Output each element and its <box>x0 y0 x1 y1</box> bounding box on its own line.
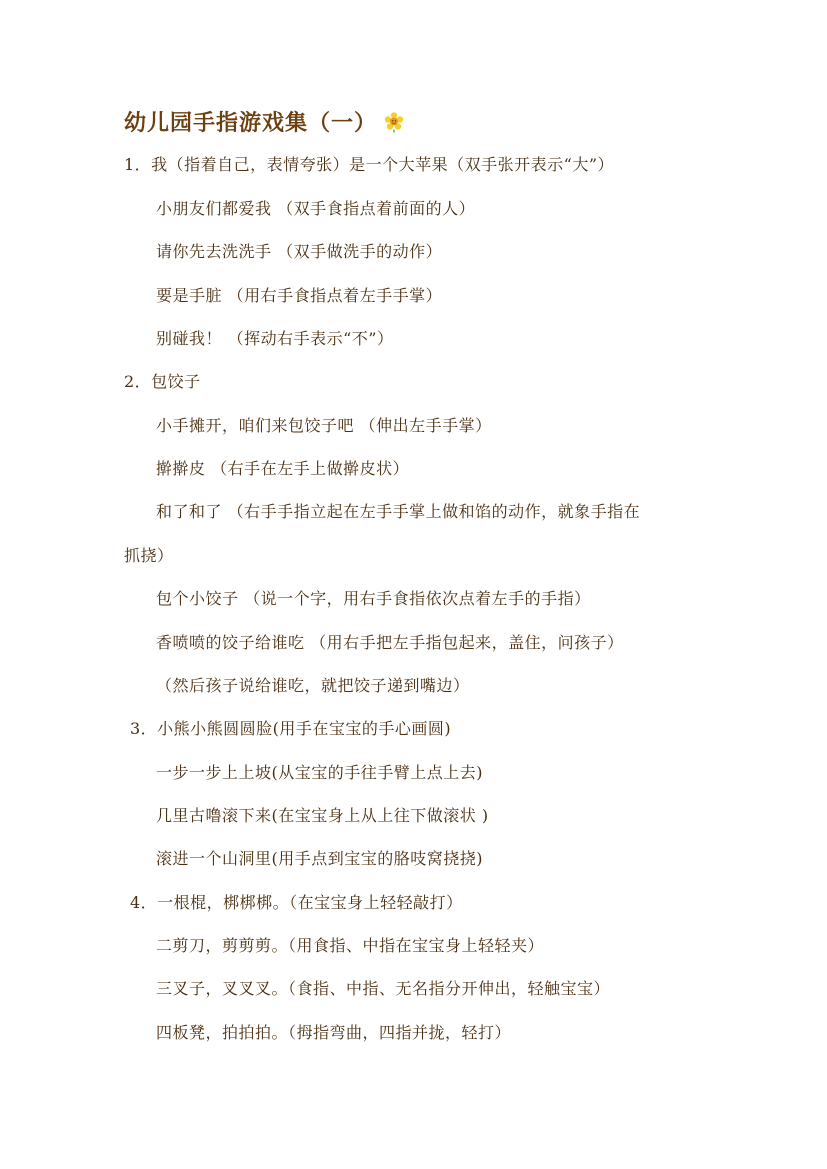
text-line: 抓挠） <box>124 546 174 565</box>
document-title <box>124 106 405 137</box>
text-line: 擀擀皮 （右手在左手上做擀皮状） <box>156 459 410 478</box>
text-line: 滚进一个山洞里(用手点到宝宝的胳吱窝挠挠) <box>156 849 483 868</box>
text-line: 四板凳，拍拍拍。（拇指弯曲，四指并拢，轻打） <box>156 1023 512 1042</box>
text-line: （然后孩子说给谁吃，就把饺子递到嘴边） <box>156 676 470 695</box>
text-line: 二剪刀，剪剪剪。（用食指、中指在宝宝身上轻轻夹） <box>156 936 545 955</box>
text-line: 小手摊开，咱们来包饺子吧 （伸出左手手掌） <box>156 416 492 435</box>
text-line: 几里古噜滚下来(在宝宝身上从上往下做滚状 ) <box>156 806 489 825</box>
text-line: 3．小熊小熊圆圆脸(用手在宝宝的手心画圆) <box>130 719 452 738</box>
text-line: 请你先去洗洗手 （双手做洗手的动作） <box>156 242 443 261</box>
text-line: 4．一根棍，梆梆梆。（在宝宝身上轻轻敲打） <box>130 893 463 912</box>
text-line: 2．包饺子 <box>124 372 201 391</box>
text-line: 要是手脏 （用右手食指点着左手手掌） <box>156 286 443 305</box>
text-line: 香喷喷的饺子给谁吃 （用右手把左手指包起来，盖住，问孩子） <box>156 633 624 652</box>
text-line: 和了和了 （右手手指立起在左手手掌上做和馅的动作，就象手指在 <box>156 502 641 521</box>
text-line: 包个小饺子 （说一个字，用右手食指依次点着左手的手指） <box>156 589 591 608</box>
text-line: 一步一步上上坡(从宝宝的手往手臂上点上去) <box>156 763 483 782</box>
text-line: 1．我（指着自己，表情夸张）是一个大苹果（双手张开表示“大”） <box>124 155 615 174</box>
flower-icon <box>383 111 405 133</box>
text-line: 三叉子，叉叉叉。（食指、中指、无名指分开伸出，轻触宝宝） <box>156 979 611 998</box>
text-line: 小朋友们都爱我 （双手食指点着前面的人） <box>156 199 476 218</box>
title-text: 幼儿园手指游戏集（一） <box>124 110 378 136</box>
text-line: 别碰我！ （挥动右手表示“不”） <box>156 329 394 348</box>
